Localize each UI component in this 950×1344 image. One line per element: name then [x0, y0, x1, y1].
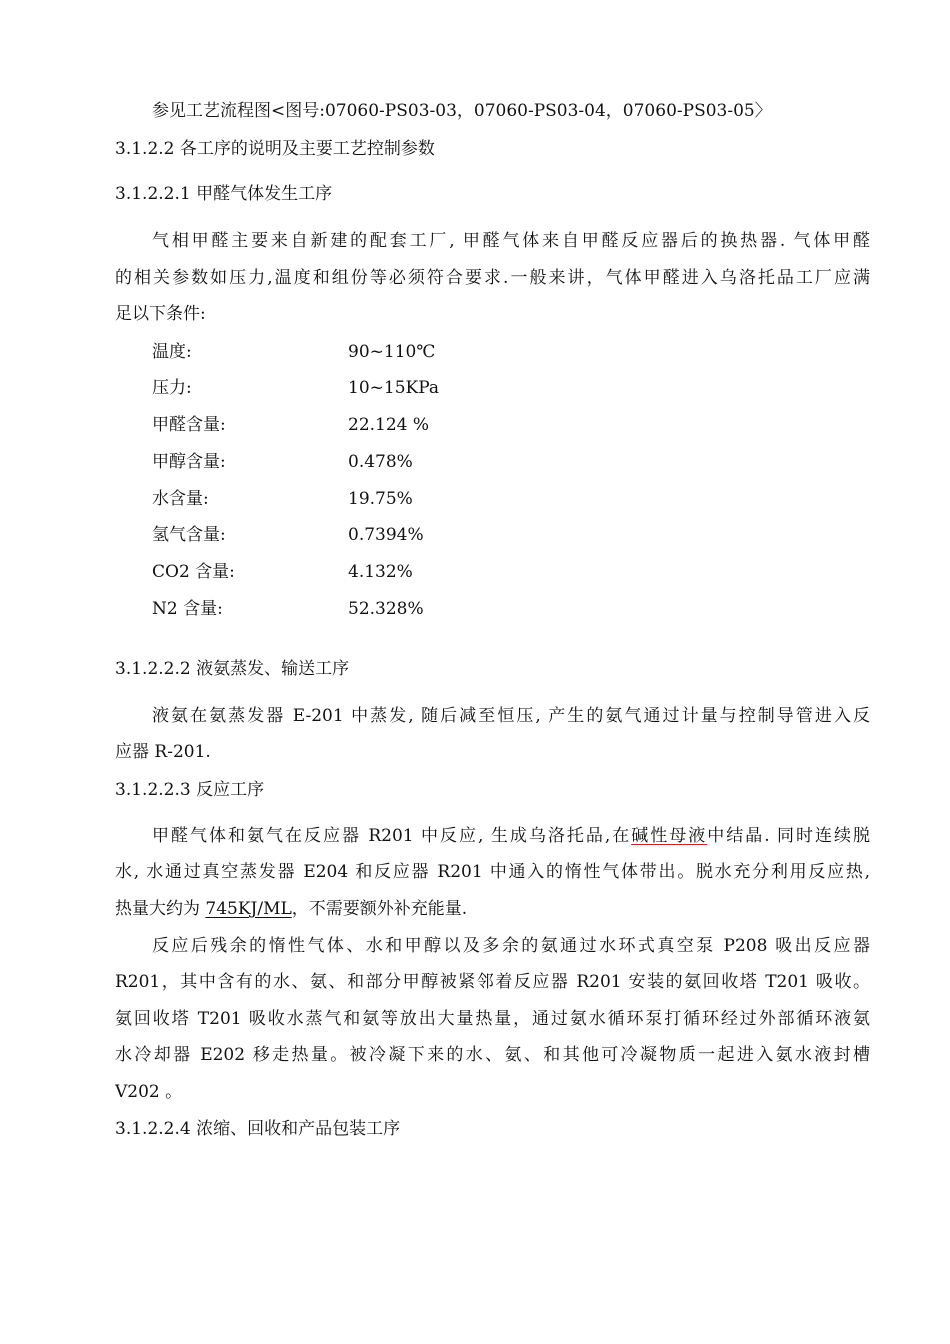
param-value-temperature: 90~110℃ — [348, 342, 436, 362]
param-value-pressure: 10~15KPa — [348, 378, 440, 398]
param-value-hydrogen: 0.7394% — [348, 525, 424, 545]
paragraph-4-line-5: V202 。 — [115, 1082, 183, 1102]
paragraph-3-line-3-post: ，不需要额外补充能量. — [291, 899, 468, 919]
paragraph-4-line-2: R201，其中含有的水、氨、和部分甲醇被紧邻着反应器 R201 安装的氨回收塔 T201 吸收。 — [115, 972, 870, 992]
section-heading-31222: 3.1.2.2.2 液氨蒸发、输送工序 — [115, 659, 350, 679]
paragraph-3-line-1 — [152, 824, 870, 848]
paragraph-4-line-1: 反应后残余的惰性气体、水和甲醇以及多余的氨通过水环式真空泵 P208 吸出反应器 — [152, 936, 870, 956]
param-label-methanol: 甲醇含量: — [152, 452, 226, 472]
section-heading-31223: 3.1.2.2.3 反应工序 — [115, 780, 265, 800]
paragraph-3-line-3 — [115, 897, 870, 921]
paragraph-3-line-3-pre: 热量大约为 — [115, 899, 206, 919]
param-value-n2: 52.328% — [348, 599, 424, 619]
paragraph-2-line-2: 应器 R-201. — [115, 742, 211, 762]
section-heading-3122: 3.1.2.2 各工序的说明及主要工艺控制参数 — [115, 139, 435, 159]
param-value-methanol: 0.478% — [348, 452, 413, 472]
section-heading-31221: 3.1.2.2.1 甲醛气体发生工序 — [115, 184, 333, 204]
paragraph-4-line-3: 氨回收塔 T201 吸收水蒸气和氨等放出大量热量，通过氨水循环泵打循环经过外部循环液氨 — [115, 1009, 870, 1029]
paragraph-4-line-4: 水冷却器 E202 移走热量。被冷凝下来的水、氨、和其他可冷凝物质一起进入氨水液封槽 — [115, 1045, 870, 1065]
param-label-formaldehyde: 甲醛含量: — [152, 415, 226, 435]
paragraph-2-line-1: 液氨在氨蒸发器 E-201 中蒸发, 随后减至恒压, 产生的氨气通过计量与控制导管进入反 — [152, 706, 870, 726]
param-value-formaldehyde: 22.124 % — [348, 415, 430, 435]
paragraph-3-line-2: 水, 水通过真空蒸发器 E204 和反应器 R201 中通入的惰性气体带出。脱水充分利用反应热, — [115, 862, 870, 882]
paragraph-1-line-1: 气相甲醛主要来自新建的配套工厂, 甲醛气体来自甲醛反应器后的换热器. 气体甲醛 — [152, 231, 870, 251]
param-label-hydrogen: 氢气含量: — [152, 525, 226, 545]
param-value-co2: 4.132% — [348, 562, 413, 582]
paragraph-1-line-2: 的相关参数如压力,温度和组份等必须符合要求.一般来讲，气体甲醛进入乌洛托品工厂应满 — [115, 268, 870, 288]
flowchart-reference: 参见工艺流程图<图号:07060-PS03-03，07060-PS03-04，07060-PS03-05〉 — [152, 101, 772, 121]
param-label-pressure: 压力: — [152, 378, 192, 398]
param-value-water: 19.75% — [348, 489, 413, 509]
param-label-water: 水含量: — [152, 489, 209, 509]
param-label-co2: CO2 含量: — [152, 562, 235, 582]
paragraph-3-line-1-post: 中结晶. 同时连续脱 — [707, 826, 870, 846]
marked-value-heat: 745KJ/ML — [205, 899, 292, 919]
paragraph-1-line-3: 足以下条件: — [115, 304, 206, 324]
param-label-n2: N2 含量: — [152, 599, 223, 619]
param-label-temperature: 温度: — [152, 342, 192, 362]
section-heading-31224: 3.1.2.2.4 浓缩、回收和产品包装工序 — [115, 1119, 401, 1139]
paragraph-3-line-1-pre: 甲醛气体和氨气在反应器 R201 中反应, 生成乌洛托品,在 — [152, 826, 632, 846]
marked-term-alkaline-mother-liquor: 碱性母液 — [631, 826, 708, 846]
